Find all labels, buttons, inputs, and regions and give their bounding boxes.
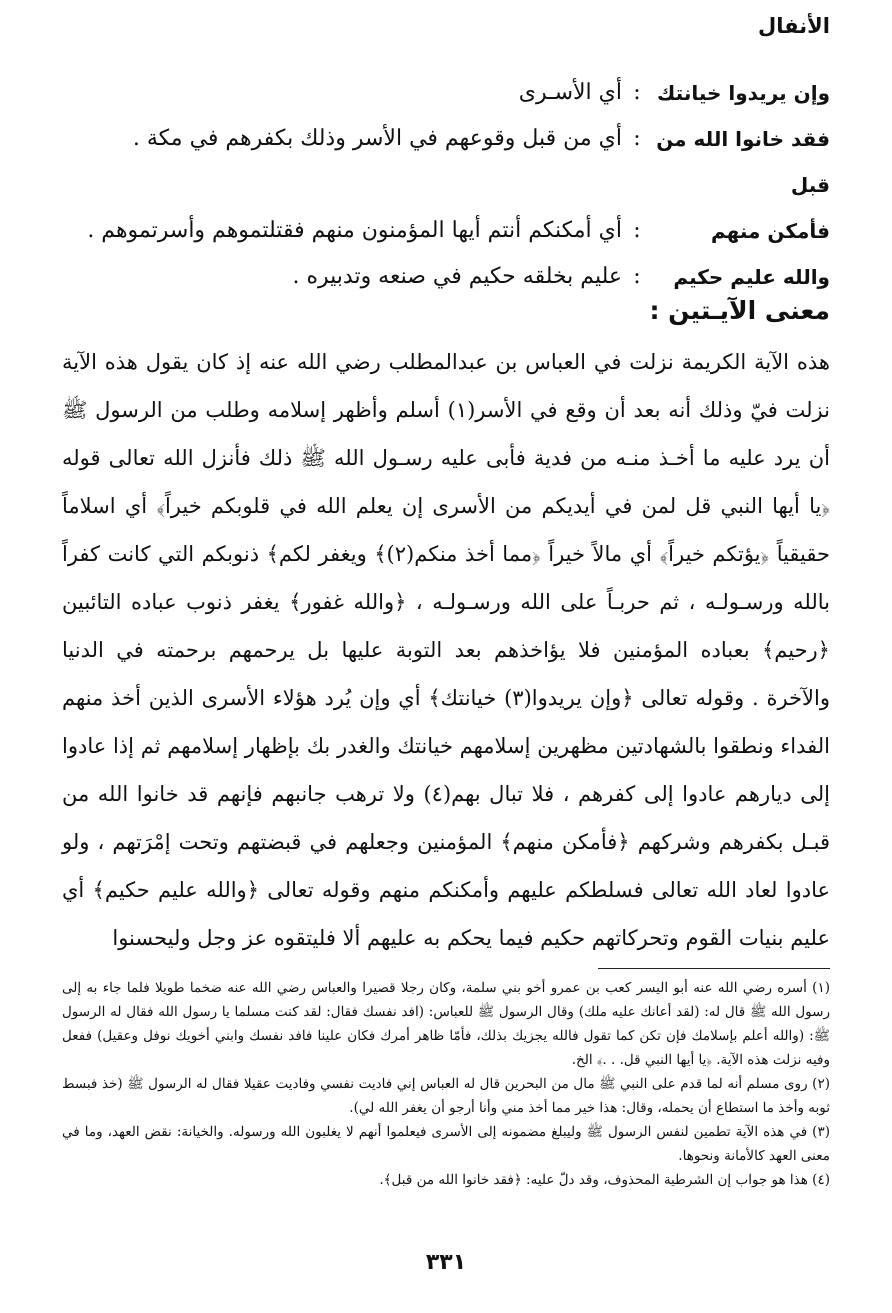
page-number: ٣٣١ [425, 1250, 467, 1275]
vocabulary-section [65, 70, 830, 300]
footnotes-section [62, 976, 830, 1192]
footnote-divider [598, 968, 830, 969]
vocab-row [65, 208, 830, 254]
vocab-term: والله عليم حكيم [673, 265, 830, 289]
vocab-definition: عليم بخلقه حكيم في صنعه وتدبيره . [292, 264, 622, 289]
vocab-row [65, 70, 830, 116]
vocab-term: فأمكن منهم [710, 219, 830, 243]
vocab-term: وإن يريدوا خيانتك [657, 81, 830, 105]
vocab-separator: : [633, 218, 641, 243]
footnote-3: (٣) في هذه الآية تطمين لنفس الرسول ﷺ وليبلغ مضمونه إلى الأسرى فيعلموا أنهم لا يغلبون الله ورسوله. والخيانة: نقض العهد، وما في معنى العهد كالأمانة ونحوها. [62, 1124, 830, 1164]
footnote-1: (١) أسره رضي الله عنه أبو اليسر كعب بن عمرو أخو بني سلمة، وكان رجلا قصيرا والعباس رضي الله عنه ضخما طويلا فلما جاء به إلى رسول الله ﷺ قال له: (لقد أعانك عليه ملك) وقال الرسول ﷺ للعباس: (افد نفسك فقال: لقد كنت مسلما يا رسول الله فقال له الرسول ﷺ: (والله أعلم بإسلامك فإن تكن كما تقول فالله يجزيك بذلك، فأمّا ظاهر أمرك فكان علينا فافد نفسك وابني أخويك نوفل وعقيل) ففعل وفيه نزلت هذه الآية. ﴿يا أيها النبي قل. . .﴾ الخ. [62, 980, 830, 1068]
vocab-definition: أي أمكنكم أنتم أيها المؤمنون منهم فقتلتموهم وأسرتموهم . [87, 218, 622, 243]
vocab-separator: : [633, 264, 641, 289]
vocab-term: فقد خانوا الله من قبل [656, 127, 830, 197]
footnote-4: (٤) هذا هو جواب إن الشرطية المحذوف، وقد دلّ عليه: ﴿فقد خانوا الله من قبل﴾. [379, 1172, 830, 1188]
vocab-definition: أي الأسـرى [518, 80, 622, 105]
body-paragraph: هذه الآية الكريمة نزلت في العباس بن عبدالمطلب رضي الله عنه إذ كان يقول هذه الآية نزلت فيّ وذلك أنه بعد أن وقع في الأسر(١) أسلم وأظهر إسلامه وطلب من الرسول ﷺ أن يرد عليه ما أخـذ منـه من فدية فأبى عليه رسـول الله ﷺ ذلك فأنزل الله تعالى قوله ﴿يا أيها النبي قل لمن في أيديكم من الأسرى إن يعلم الله في قلوبكم خيراً﴾ أي اسلاماً حقيقياً ﴿يؤتكم خيراً﴾ أي مالاً خيراً ﴿مما أخذ منكم(٢)﴾ ويغفر لكم﴾ ذنوبكم التي كانت كفراً بالله ورسـولـه ، ثم حربـاً على الله ورسـولـه ، ﴿والله غفور﴾ يغفر ذنوب عباده التائبين ﴿رحيم﴾ بعباده المؤمنين فلا يؤاخذهم بعد التوبة عليها بل يرحمهم برحمته في الدنيا والآخرة . وقوله تعالى ﴿وإن يريدوا(٣) خيانتك﴾ أي وإن يُرد هؤلاء الأسرى الذين أخذ منهم الفداء ونطقوا بالشهادتين مظهرين إسلامهم خيانتك والغدر بك بإظهار إسلامهم ثم إذا عادوا إلى ديارهم عادوا إلى كفرهم ، فلا تبال بهم(٤) ولا ترهب جانبهم فإنهم قد خانوا الله من قبـل بكفرهم وشركهم ﴿فأمكن منهم﴾ المؤمنين وجعلهم في قبضتهم وتحت إمْرَتهم ، ولو عادوا لعاد الله تعالى فسلطكم عليهم وأمكنكم منهم وقوله تعالى ﴿والله عليم حكيم﴾ أي عليم بنيات القوم وتحركاتهم حكيم فيما يحكم به عليهم ألا فليتقوه عز وجل وليحسنوا [62, 350, 830, 950]
section-title: معنى الآيـتين : [649, 296, 830, 325]
chapter-header: الأنفال [758, 14, 830, 38]
footnote-2: (٢) روى مسلم أنه لما قدم على النبي ﷺ مال من البحرين قال له العباس إني فاديت نفسي وفاديت عقيلا فقال له الرسول ﷺ (خذ فبسط ثوبه وأخذ ما استطاع أن يحمله، وقال: هذا خير مما أخذ مني وأنا أرجو أن يغفر الله لي). [62, 1076, 830, 1116]
vocab-row [65, 254, 830, 300]
vocab-separator: : [633, 126, 641, 151]
vocab-row [65, 116, 830, 208]
vocab-separator: : [633, 80, 641, 105]
vocab-definition: أي من قبل وقوعهم في الأسر وذلك بكفرهم في مكة . [132, 126, 622, 151]
